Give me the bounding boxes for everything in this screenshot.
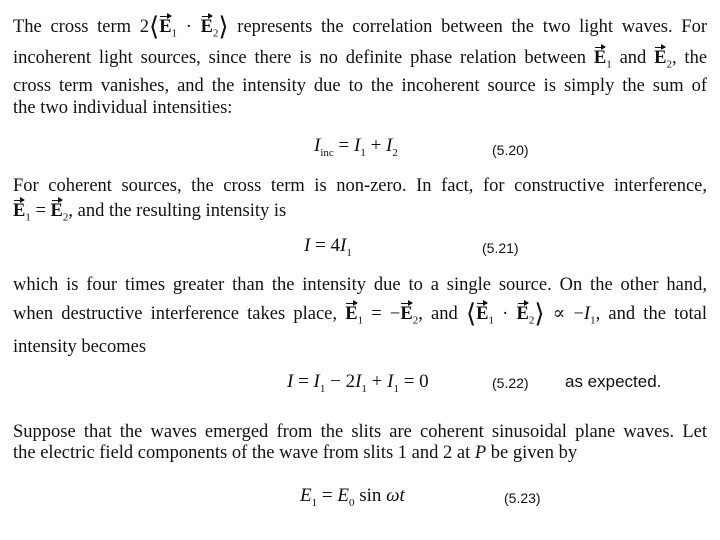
as-expected-note: as expected. [565,372,662,391]
paragraph-4-line-1: Suppose that the waves emerged from the slits are coherent sinusoidal plane waves. Let [13,422,707,442]
paragraph-1-line-4: the two individual intensities: [13,98,233,118]
constructive-condition: $E_1 = E_2$ [13,201,69,224]
destructive-condition: $E_1 = -E_2$ [345,304,419,327]
paragraph-1-line-3: cross term vanishes, and the intensity due to the incoherent source is simply the sum of [13,76,707,96]
paragraph-2-line-2: $E_1 = E_2$, and the resulting intensity is [13,201,287,224]
equation-5-23: $E_1 = E_0$ sin ωt [300,485,405,509]
vector-e2: $E_2$, the [654,48,708,71]
paragraph-3-line-3: intensity becomes [13,337,147,357]
equation-5-22: $I = I_1 - 2I_1 + I_1 = 0$ [287,371,429,395]
equation-5-20: $I_{inc} = I_1 + I_2$ [314,135,398,159]
equation-number-5-20: (5.20) [492,142,529,158]
equation-number-5-23: (5.23) [504,490,541,506]
equation-number-5-22: (5.22) [492,375,529,391]
paragraph-4-line-2: the electric field components of the wave from slits 1 and 2 at P be given by [13,443,578,463]
paragraph-3-line-2: when destructive interference takes place, $E_1 = -E_2$, and $⟨E_1$ · $E_2⟩ \propto -I_1$, and the total [13,299,707,328]
equation-5-21: $I = 4I_1$ [304,235,352,259]
cross-term-proportional: $⟨E_1$ · $E_2⟩ \propto -I_1$ [465,299,596,328]
cross-term-expression: $2⟨E_1$ · $E_2⟩$ [139,12,229,41]
paragraph-2-line-1: For coherent sources, the cross term is non-zero. In fact, for constructive interference, [13,176,707,196]
paragraph-1-line-1: The cross term $2⟨E_1$ · $E_2⟩$ represents the correlation between the two light waves. For [13,12,708,41]
vector-e1: $E_1$ [593,48,612,71]
paragraph-1-line-2: incoherent light sources, since there is no definite phase relation between $E_1$ and $E_2$, the [13,48,708,71]
paragraph-3-line-1: which is four times greater than the intensity due to a single source. On the other hand, [13,275,707,295]
point-p: P [474,443,487,463]
equation-number-5-21: (5.21) [482,240,519,256]
